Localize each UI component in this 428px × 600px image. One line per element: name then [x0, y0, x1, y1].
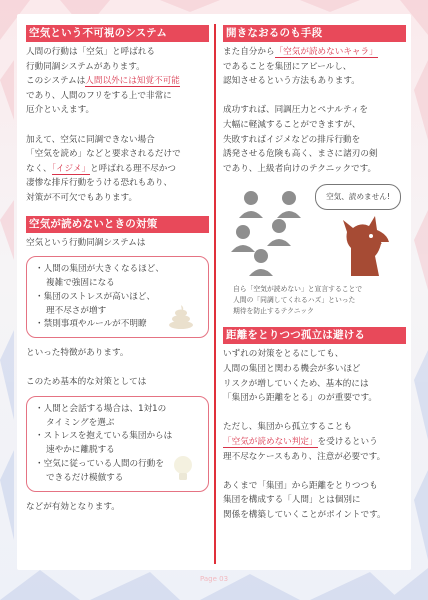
list-item: ・ストレスを抱えている集団からは [35, 431, 173, 442]
basic-measures-box [26, 396, 209, 492]
body-line: 集団を構成する「人間」とは個別に [223, 495, 361, 506]
illustration-area [223, 176, 406, 284]
body-line: 「空気を読め」などと要求されるだけで [26, 149, 181, 160]
right-column [223, 25, 406, 522]
list-item: 複雑で強固になる [46, 277, 115, 288]
poop-icon [168, 303, 194, 329]
section-heading-keep-distance: 距離をとりつつ孤立は避ける [223, 327, 406, 344]
list-item: 速やかに離脱する [46, 445, 115, 456]
section-heading-invisible-system: 空気という不可視のシステム [26, 25, 209, 42]
body-line: ただし、集団から孤立することも [223, 422, 352, 433]
list-item: ・禁則事項やルールが不明瞭 [35, 319, 147, 330]
section-body-open-up [223, 45, 406, 176]
body-line: このシステムは人間以外には知覚不可能 [26, 76, 180, 87]
body-line: いずれの対策をとるにしても、 [223, 349, 344, 360]
measures-outro: などが有効となります。 [26, 501, 120, 512]
highlighted-term: 「空気が読めないキャラ」 [274, 47, 378, 57]
column-divider [214, 24, 216, 564]
paragraph-gap [223, 464, 406, 479]
body-line: 「空気が読めない判定」を受けるという [223, 436, 378, 447]
characteristics-outro: といった特徴があります。 [26, 348, 129, 359]
body-line: なく、「イジメ」と呼ばれる理不尽かつ [26, 163, 176, 174]
list-item: ・空気に従っている人間の行動を [35, 459, 164, 470]
body-line: であることを集団にアピールし、 [223, 61, 352, 72]
body-line: 失敗すればイジメなどの排斥行動を [223, 134, 361, 145]
body-line: 厄介といえます。 [26, 105, 95, 116]
werewolf-icon [337, 212, 393, 278]
list-item: ・人間の集団が大きくなるほど、 [35, 264, 164, 275]
body-line: 大幅に軽減することができますが、 [223, 119, 361, 130]
body-line: 誘発させる危険も高く、まさに諸刃の剣 [223, 149, 378, 160]
section-heading-open-up: 開きなおるのも手段 [223, 25, 406, 42]
body-line: また自分から「空気が読めないキャラ」 [223, 47, 378, 57]
body-line: 人間の集団と関わる機会が多いほど [223, 363, 361, 374]
highlighted-term: 人間以外には知覚不可能 [85, 76, 180, 87]
body-line: 行動同調システムがあります。 [26, 61, 145, 72]
section-heading-countermeasures: 空気が読めないときの対策 [26, 216, 209, 233]
paragraph-gap [223, 406, 406, 421]
speech-bubble: 空気、読めません! [315, 184, 401, 210]
list-item: ・人間と会話する場合は、1対1の [35, 403, 167, 414]
body-line: 成功すれば、同調圧力とペナルティを [223, 105, 368, 116]
list-item: ・集団のストレスが高いほど、 [35, 291, 156, 302]
body-line: であり、人間のフリをする上で非常に [26, 90, 172, 101]
body-line: あくまで「集団」から距離をとりつつも [223, 480, 378, 491]
left-column [26, 25, 209, 514]
highlighted-term: 「イジメ」 [51, 163, 91, 174]
body-line: 加えて、空気に同調できない場合 [26, 134, 155, 145]
highlighted-term: 「空気が読めない判定」 [223, 436, 318, 447]
body-line: 「集団から距離をとる」のが重要です。 [223, 393, 378, 404]
characteristics-box [26, 256, 209, 338]
page-number: Page 03 [199, 575, 229, 583]
body-line: 凄惨な排斥行動をうける恐れもあり、 [26, 178, 173, 189]
basic-measures-intro: このため基本的な対策としては [26, 377, 147, 388]
countermeasures-intro: 空気という行動同調システムは [26, 237, 146, 248]
paragraph-gap [223, 89, 406, 104]
list-item: できるだけ模倣する [46, 472, 124, 483]
paragraph-gap [26, 118, 209, 133]
illustration-caption: 自ら「空気が読めない」と宣言することで 人間の「同調してくれるハズ」といった 期待を防止するテクニック [233, 285, 363, 316]
body-line: 認知させるという方法もあります。 [223, 76, 360, 87]
body-line: 対策が不可欠でもあります。 [26, 192, 138, 203]
body-line: リスクが増していくため、基本的には [223, 378, 369, 389]
list-item: タイミングを選ぶ [46, 417, 115, 428]
section-body-keep-distance [223, 347, 406, 522]
crowd-people-icon [231, 180, 321, 280]
body-line: 関係を構築していくことがポイントです。 [223, 509, 386, 520]
body-line: 人間の行動は「空気」と呼ばれる [26, 47, 155, 57]
section-body-invisible-system [26, 45, 209, 206]
body-line: 理不尽なケースもあり、注意が必要です。 [223, 451, 386, 462]
body-line: であり、上級者向けのテクニックです。 [223, 163, 377, 174]
lightbulb-icon [172, 455, 194, 483]
list-item: 理不尽さが増す [46, 305, 107, 316]
